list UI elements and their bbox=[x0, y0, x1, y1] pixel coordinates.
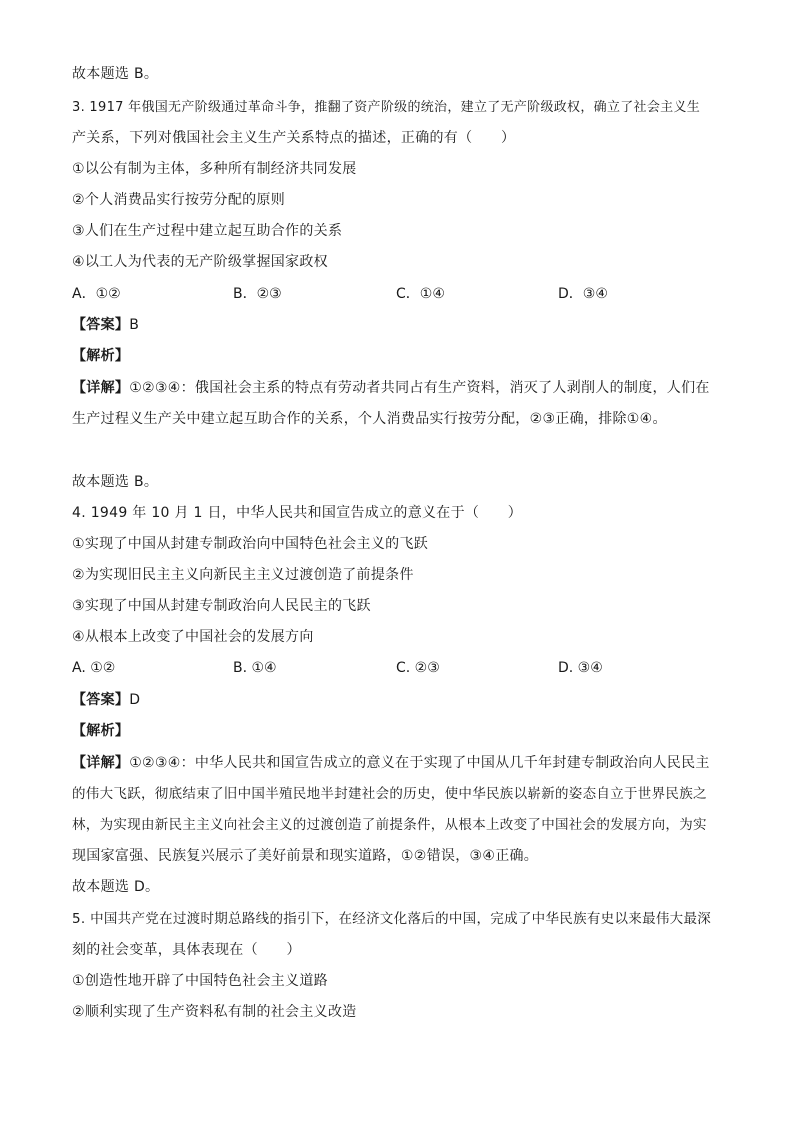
q5-item-1: ①创造性地开辟了中国特色社会主义道路 bbox=[72, 973, 328, 989]
q3-conclusion: 故本题选 B。 bbox=[72, 474, 159, 490]
q4-answer-line bbox=[72, 690, 722, 710]
q4-item-3: ③实现了中国从封建专制政治向人民民主的飞跃 bbox=[72, 598, 371, 614]
q3-item-1: ①以公有制为主体，多种所有制经济共同发展 bbox=[72, 161, 357, 177]
q3-item-4: ④以工人为代表的无产阶级掌握国家政权 bbox=[72, 254, 328, 270]
q4-detail-text-1: ①②③④：中华人民共和国宣告成立的意义在于实现了中国从几千年封建专制政治向人民民主 bbox=[129, 755, 710, 771]
q4-detail-line-1 bbox=[72, 753, 722, 773]
q4-item-1: ①实现了中国从封建专制政治向中国特色社会主义的飞跃 bbox=[72, 536, 429, 552]
q4-detail-line-3: 林，为实现由新民主主义向社会主义的过渡创造了前提条件，从根本上改变了中国社会的发展方向，为实 bbox=[72, 817, 707, 833]
q3-option-b: B．②③ bbox=[233, 286, 282, 302]
q2-conclusion: 故本题选 B。 bbox=[72, 66, 159, 82]
q4-option-d: D. ③④ bbox=[558, 660, 603, 676]
q3-option-c: C．①④ bbox=[396, 286, 445, 302]
q4-answer-value: D bbox=[129, 692, 141, 708]
q4-detail-line-2: 的伟大飞跃，彻底结束了旧中国半殖民地半封建社会的历史，使中华民族以崭新的姿态自立于世界民族之 bbox=[72, 786, 707, 802]
q4-analysis-label: 【解析】 bbox=[72, 723, 130, 739]
q3-item-2: ②个人消费品实行按劳分配的原则 bbox=[72, 192, 286, 208]
q3-analysis-label: 【解析】 bbox=[72, 348, 130, 364]
q3-detail-text-1: ①②③④：俄国社会主系的特点有劳动者共同占有生产资料，消灭了人剥削人的制度，人们在 bbox=[129, 380, 710, 396]
q4-conclusion: 故本题选 D。 bbox=[72, 879, 160, 895]
q5-item-2: ②顺利实现了生产资料私有制的社会主义改造 bbox=[72, 1004, 357, 1020]
q3-stem-line-2: 产关系，下列对俄国社会主义生产关系特点的描述，正确的有（ ） bbox=[72, 130, 516, 146]
q5-stem-line-2: 刻的社会变革，具体表现在（ ） bbox=[72, 942, 301, 958]
q3-item-3: ③人们在生产过程中建立起互助合作的关系 bbox=[72, 223, 343, 239]
q3-option-a: A．①② bbox=[72, 286, 121, 302]
q4-option-c: C. ②③ bbox=[396, 660, 440, 676]
q3-answer-line bbox=[72, 315, 722, 335]
q3-detail-line-2: 生产过程义生产关中建立起互助合作的关系，个人消费品实行按劳分配，②③正确，排除①④。 bbox=[72, 411, 667, 427]
q3-stem-line-1: 3. 1917 年俄国无产阶级通过革命斗争，推翻了资产阶级的统治，建立了无产阶级政权，确立了社会主义生 bbox=[72, 100, 701, 115]
q4-detail-label: 【详解】 bbox=[72, 755, 130, 771]
q4-item-2: ②为实现旧民主主义向新民主主义过渡创造了前提条件 bbox=[72, 567, 414, 583]
q4-detail-line-4: 现国家富强、民族复兴展示了美好前景和现实道路，①②错误，③④正确。 bbox=[72, 848, 539, 864]
q3-answer-value: B bbox=[129, 317, 140, 333]
q3-detail-line-1 bbox=[72, 378, 722, 398]
q4-answer-label: 【答案】 bbox=[72, 692, 130, 708]
q3-detail-label: 【详解】 bbox=[72, 380, 130, 396]
q5-stem-line-1: 5. 中国共产党在过渡时期总路线的指引下，在经济文化落后的中国，完成了中华民族有史以来最伟大最深 bbox=[72, 911, 712, 927]
q4-item-4: ④从根本上改变了中国社会的发展方向 bbox=[72, 629, 314, 645]
q3-answer-label: 【答案】 bbox=[72, 317, 130, 333]
q4-stem-line-1: 4. 1949 年 10 月 1 日，中华人民共和国宣告成立的意义在于（ ） bbox=[72, 505, 523, 521]
q4-option-b: B. ①④ bbox=[233, 660, 277, 676]
q4-option-a: A. ①② bbox=[72, 660, 116, 676]
q3-option-d: D．③④ bbox=[558, 286, 608, 302]
